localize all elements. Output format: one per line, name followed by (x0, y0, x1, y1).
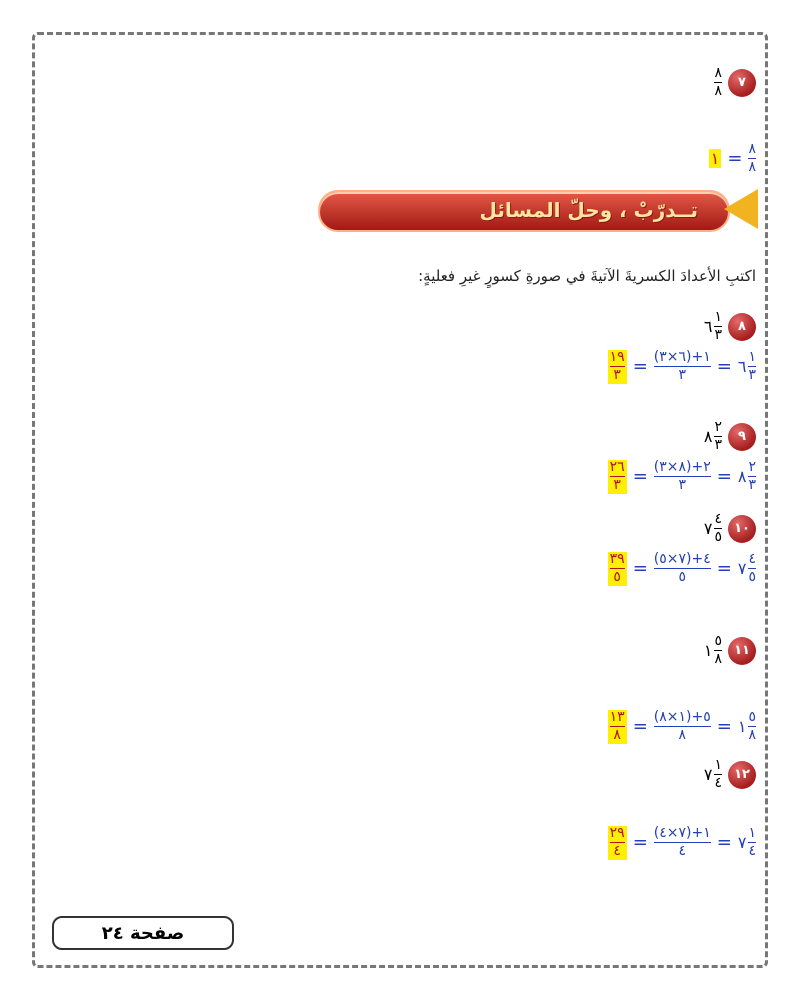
whole-part: ١ (737, 717, 747, 737)
answer-8 (608, 350, 756, 384)
fraction (748, 552, 756, 586)
problem-10 (704, 512, 756, 546)
numerator: ٢ (714, 419, 722, 435)
numerator: ٨ (748, 141, 756, 157)
fraction (714, 758, 722, 792)
fraction (748, 142, 756, 176)
banner-arrow-icon (724, 189, 758, 229)
numerator: ٥ (748, 709, 756, 725)
equals-sign: = (632, 356, 648, 378)
whole-part: ٧ (703, 765, 713, 785)
mixed-number (704, 512, 722, 546)
denominator: ٨ (714, 651, 722, 668)
problem-number-badge: ٩ (728, 423, 756, 451)
equals-sign: = (716, 832, 732, 854)
numerator: ٢ (748, 459, 756, 475)
answer-fraction (608, 350, 627, 384)
problem-number-badge: ١١ (728, 637, 756, 665)
mixed-number (738, 552, 756, 586)
numerator: ٤ (748, 551, 756, 567)
denominator: ٤ (714, 775, 722, 792)
denominator: ٨ (714, 83, 722, 100)
numerator: ١ (748, 349, 756, 365)
problem-number-badge: ٨ (728, 313, 756, 341)
fraction (748, 826, 756, 860)
work-fraction (654, 460, 711, 494)
numerator: (١×٨)+٥ (653, 709, 711, 725)
numerator: ٨ (714, 65, 722, 81)
equals-sign: = (716, 716, 732, 738)
numerator: ١٣ (609, 709, 625, 725)
instruction-text: اكتبِ الأعدادَ الكسريةَ الآتيةَ في صورةِ كسورٍ غيرِ فعليةٍ: (418, 267, 756, 285)
whole-part: ٨ (703, 427, 713, 447)
mixed-number (738, 710, 756, 744)
numerator: ٣٩ (609, 551, 625, 567)
denominator: ٣ (714, 327, 722, 344)
page-number-label: صفحة ٢٤ (52, 916, 234, 950)
denominator: ٤ (748, 843, 756, 860)
whole-part: ٧ (703, 519, 713, 539)
denominator: ٣ (613, 367, 621, 384)
mixed-number (704, 310, 722, 344)
mixed-number (738, 350, 756, 384)
whole-part: ١ (703, 641, 713, 661)
fraction (714, 634, 722, 668)
denominator: ٨ (613, 727, 621, 744)
whole-part: ٦ (737, 357, 747, 377)
problem-11 (704, 634, 756, 668)
numerator: (٦×٣)+١ (653, 349, 711, 365)
answer-12 (608, 826, 756, 860)
numerator: ٢٦ (609, 459, 625, 475)
work-fraction (654, 826, 711, 860)
denominator: ٥ (714, 529, 722, 546)
denominator: ٣ (748, 367, 756, 384)
denominator: ٤ (678, 843, 687, 860)
equals-sign: = (716, 558, 732, 580)
problem-number-badge: ١٠ (728, 515, 756, 543)
equals-sign: = (632, 466, 648, 488)
fraction (714, 66, 722, 100)
numerator: ٢٩ (609, 825, 625, 841)
answer-result: ١ (710, 149, 720, 169)
problem-number-badge: ٧ (728, 69, 756, 97)
answer-fraction (608, 710, 627, 744)
equals-sign: = (716, 466, 732, 488)
whole-part: ٦ (703, 317, 713, 337)
banner-title: تــدرّبْ ، وحلّ المسائل (479, 198, 698, 222)
mixed-number (738, 826, 756, 860)
equals-sign: = (632, 716, 648, 738)
equals-sign: = (716, 356, 732, 378)
denominator: ٣ (678, 477, 687, 494)
answer-11 (608, 710, 756, 744)
fraction (714, 420, 722, 454)
denominator: ٣ (613, 477, 621, 494)
numerator: ١ (748, 825, 756, 841)
whole-part: ٧ (737, 559, 747, 579)
denominator: ٤ (613, 843, 621, 860)
equals-sign: = (632, 558, 648, 580)
answer-fraction (608, 460, 627, 494)
answer-fraction (608, 552, 627, 586)
denominator: ٨ (678, 727, 687, 744)
fraction (714, 512, 722, 546)
denominator: ٥ (613, 569, 621, 586)
numerator: (٧×٥)+٤ (653, 551, 711, 567)
problem-number-badge: ١٢ (728, 761, 756, 789)
fraction (748, 460, 756, 494)
numerator: ١ (714, 309, 722, 325)
denominator: ٨ (748, 727, 756, 744)
work-fraction (654, 710, 711, 744)
numerator: (٧×٤)+١ (653, 825, 711, 841)
fraction (748, 350, 756, 384)
denominator: ٣ (678, 367, 687, 384)
answer-7 (709, 142, 756, 176)
numerator: ٥ (714, 633, 722, 649)
whole-part: ٨ (737, 467, 747, 487)
problem-12 (704, 758, 756, 792)
problem-8 (704, 310, 756, 344)
work-fraction (654, 552, 711, 586)
numerator: ١٩ (609, 349, 625, 365)
denominator: ٣ (714, 437, 722, 454)
numerator: (٨×٣)+٢ (653, 459, 711, 475)
section-banner (318, 186, 758, 232)
numerator: ١ (714, 757, 722, 773)
numerator: ٤ (714, 511, 722, 527)
problem-7 (714, 66, 756, 100)
mixed-number (738, 460, 756, 494)
mixed-number (704, 634, 722, 668)
answer-10 (608, 552, 756, 586)
fraction (748, 710, 756, 744)
mixed-number (704, 420, 722, 454)
equals-sign: = (632, 832, 648, 854)
mixed-number (704, 758, 722, 792)
answer-fraction (608, 826, 627, 860)
equals-sign: = (727, 148, 743, 170)
work-fraction (654, 350, 711, 384)
denominator: ٥ (678, 569, 687, 586)
whole-part: ٧ (737, 833, 747, 853)
denominator: ٥ (748, 569, 756, 586)
answer-9 (608, 460, 756, 494)
problem-9 (704, 420, 756, 454)
denominator: ٨ (748, 159, 756, 176)
fraction (714, 310, 722, 344)
denominator: ٣ (748, 477, 756, 494)
